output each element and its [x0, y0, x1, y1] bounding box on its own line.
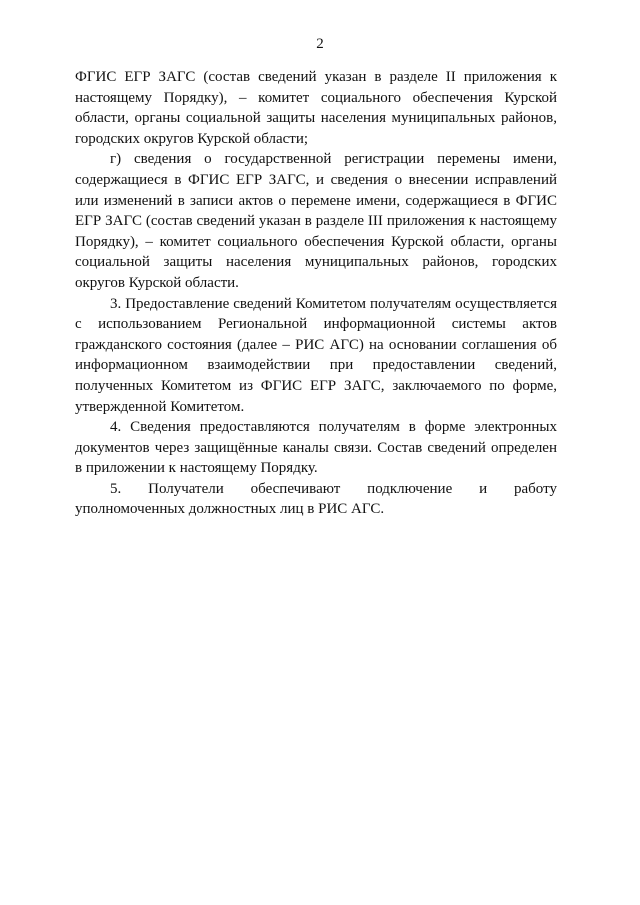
paragraph-5-word: работу — [514, 480, 557, 497]
paragraph-5 — [75, 479, 557, 520]
document-body — [75, 67, 557, 520]
paragraph-4: 4. Сведения предоставляются получателям в форме электронных документов через защищённые каналы связи. Состав сведений определен в приложении к настоящему Порядку. — [75, 419, 557, 477]
paragraph-5-word: обеспечивают — [250, 480, 341, 497]
paragraph-5-first-line — [75, 479, 557, 500]
paragraph-5-word: Получатели — [148, 480, 224, 497]
paragraph-5-number: 5. — [110, 480, 122, 497]
paragraph-5-word: и — [479, 480, 488, 497]
paragraph-continuation: ФГИС ЕГР ЗАГС (состав сведений указан в разделе II приложения к настоящему Порядку), – комитет социального обеспечения Курской области, органы социальной защиты населения муниципальных районов, городских округов Курской области; — [75, 69, 557, 147]
paragraph-item-g: г) сведения о государственной регистрации перемены имени, содержащиеся в ФГИС ЕГР ЗАГС, и сведения о внесении исправлений или изменений в записи актов о перемене имени, содержащиеся в ФГИС ЕГР ЗАГС (состав сведений указан в разделе III приложения к настоящему Порядку), – комитет социального обеспечения Курской области, органы социальной защиты населения муниципальных районов, городских округов Курской области. — [75, 151, 557, 291]
paragraph-5-word: подключение — [367, 480, 453, 497]
page-number: 2 — [316, 36, 324, 52]
paragraph-3: 3. Предоставление сведений Комитетом получателям осуществляется с использованием Региональной информационной системы актов гражданского состояния (далее – РИС АГС) на основании соглашения об информационном взаимодействии при предоставлении сведений, полученных Комитетом из ФГИС ЕГР ЗАГС, заключаемого по форме, утвержденной Комитетом. — [75, 295, 557, 415]
paragraph-5-tail: уполномоченных должностных лиц в РИС АГС. — [75, 501, 385, 518]
